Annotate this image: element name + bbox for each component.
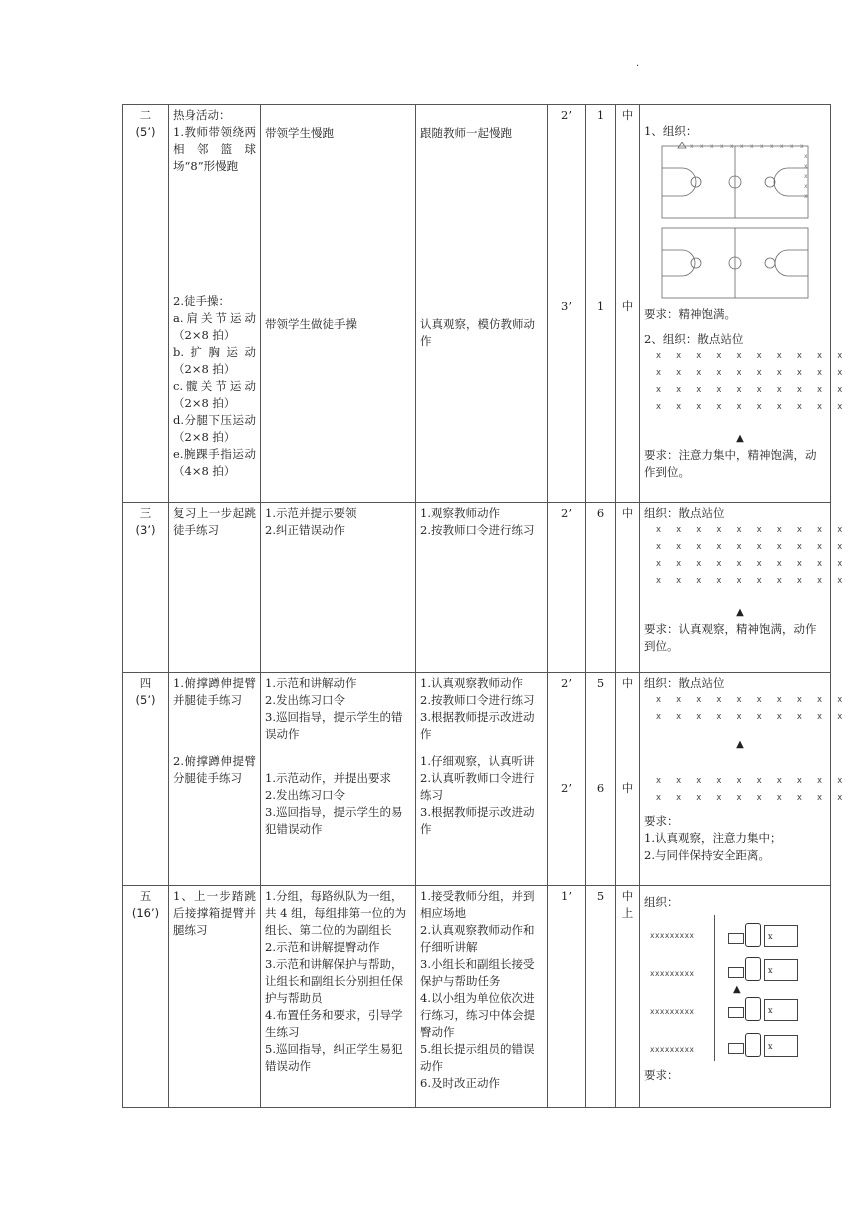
lane-students: xxxxxxxxx xyxy=(650,931,695,940)
svg-text:x: x xyxy=(804,153,808,160)
vault-box-icon xyxy=(745,923,761,947)
content-cell xyxy=(169,503,261,673)
section-label: 四 xyxy=(139,676,152,690)
count: 6 xyxy=(596,781,605,795)
teacher-activity: 1.示范并提示要领 xyxy=(265,506,357,520)
lane-students: xxxxxxxxx xyxy=(650,1007,695,1016)
student-activity: 3.小组长和副组长接受保护与帮助任务 xyxy=(420,957,535,988)
svg-text:x: x xyxy=(780,143,784,150)
section-label: 二 xyxy=(139,108,152,122)
teacher-activity: 1.示范和讲解动作 xyxy=(265,676,357,690)
student-activity: 2.按教师口令进行练习 xyxy=(420,523,535,537)
lane-students: xxxxxxxxx xyxy=(650,969,695,978)
svg-text:x: x xyxy=(710,143,714,150)
content-line: c.髋关节运动（2×8 拍） xyxy=(173,379,256,410)
teacher-activity: 2.发出练习口令 xyxy=(265,788,345,802)
grid-row: x x x x x x x x x x xyxy=(656,402,849,412)
teacher-cell xyxy=(261,105,416,503)
content-line: d.分腿下压运动（2×8 拍） xyxy=(173,413,256,444)
section-row-5 xyxy=(123,886,831,1108)
section-label: 五 xyxy=(139,889,152,903)
svg-text:x: x xyxy=(790,143,794,150)
springboard-icon xyxy=(728,933,744,944)
intensity-cell xyxy=(616,503,640,673)
teacher-triangle-icon: ▲ xyxy=(733,984,741,995)
student-cell xyxy=(416,503,548,673)
student-activity: 4.以小组为单位依次进行练习，练习中体会提臀动作 xyxy=(420,991,535,1039)
svg-text:x: x xyxy=(700,143,704,150)
grid-row: x x x x x x x x x x xyxy=(656,793,849,803)
intensity-cell xyxy=(616,673,640,886)
intensity: 中 xyxy=(621,299,634,313)
svg-text:x: x xyxy=(804,183,808,190)
svg-text:x: x xyxy=(804,193,808,200)
count: 5 xyxy=(596,889,605,903)
org-requirement: 要求：认真观察，精神饱满，动作到位。 xyxy=(644,622,817,653)
duration-cell xyxy=(548,886,586,1108)
svg-text:x: x xyxy=(690,143,694,150)
count: 5 xyxy=(596,676,605,690)
svg-text:x: x xyxy=(800,143,804,150)
count: 1 xyxy=(596,108,605,122)
organization-cell xyxy=(640,673,849,886)
teacher-activity: 2.发出练习口令 xyxy=(265,693,345,707)
grid-row: x x x x x x x x x x xyxy=(656,559,849,569)
teacher-activity: 带领学生做徒手操 xyxy=(265,317,357,331)
teacher-triangle-icon: ▲ xyxy=(736,739,744,750)
teacher-cell xyxy=(261,886,416,1108)
teacher-cell xyxy=(261,503,416,673)
duration: 2’ xyxy=(561,781,572,795)
org-requirement: 1.认真观察，注意力集中； xyxy=(644,831,782,845)
duration: 2’ xyxy=(561,506,572,520)
landing-mat: x xyxy=(764,1035,798,1057)
student-activity: 1.认真观察教师动作 xyxy=(420,676,523,690)
count-cell xyxy=(586,673,616,886)
svg-text:x: x xyxy=(740,143,744,150)
vault-box-icon xyxy=(745,1033,761,1057)
student-activity: 1.接受教师分组，并到相应场地 xyxy=(420,889,535,920)
springboard-icon xyxy=(728,967,744,978)
teacher-activity: 2.示范和讲解提臀动作 xyxy=(265,940,380,954)
count-cell xyxy=(586,105,616,503)
duration: 2’ xyxy=(561,676,572,690)
svg-text:x: x xyxy=(804,163,808,170)
org-title: 组织：散点站位 xyxy=(644,676,725,690)
teacher-cell xyxy=(261,673,416,886)
header-mark: . xyxy=(636,58,640,69)
student-activity: 3.根据教师提示改进动作 xyxy=(420,805,535,836)
organization-cell xyxy=(640,886,831,1108)
teacher-triangle-icon: ▲ xyxy=(736,607,744,618)
lane xyxy=(644,995,834,1023)
section-time: (5’) xyxy=(135,125,156,139)
teacher-activity: 4.布置任务和要求，引导学生练习 xyxy=(265,1008,403,1039)
student-activity: 6.及时改正动作 xyxy=(420,1076,500,1090)
duration-cell xyxy=(548,503,586,673)
duration: 1’ xyxy=(561,889,572,903)
org-requirement: 要求：精神饱满。 xyxy=(644,307,736,321)
content-line: e.腕踝手指运动（4×8 拍） xyxy=(173,447,256,478)
duration-cell xyxy=(548,673,586,886)
students-grid xyxy=(644,773,849,807)
lesson-plan-table xyxy=(122,104,849,1108)
content-line: b.扩胸运动（2×8 拍） xyxy=(173,345,256,376)
student-cell xyxy=(416,673,548,886)
springboard-icon xyxy=(728,1043,744,1054)
teacher-activity: 3.巡回指导，提示学生的错误动作 xyxy=(265,710,403,741)
intensity: 中 xyxy=(621,781,634,795)
svg-text:x: x xyxy=(760,143,764,150)
grid-row: x x x x x x x x x x xyxy=(656,576,849,586)
content-line: 2.徒手操： xyxy=(173,294,230,308)
section-row-4 xyxy=(123,673,831,886)
content-cell xyxy=(169,886,261,1108)
intensity: 中 xyxy=(621,506,634,520)
section-cell xyxy=(123,503,169,673)
lane xyxy=(644,921,834,949)
student-activity: 2.按教师口令进行练习 xyxy=(420,693,535,707)
intensity: 中上 xyxy=(621,889,634,920)
org-requirement-title: 要求： xyxy=(644,814,679,828)
content-line: 热身活动： xyxy=(173,108,231,122)
content-line: 复习上一步起跳徒手练习 xyxy=(173,506,256,537)
vault-lanes-diagram xyxy=(644,911,826,1061)
student-activity: 1.观察教师动作 xyxy=(420,506,500,520)
org-title: 组织：散点站位 xyxy=(644,506,725,520)
teacher-triangle-icon: ▲ xyxy=(736,433,744,444)
svg-text:x: x xyxy=(730,143,734,150)
teacher-activity: 带领学生慢跑 xyxy=(265,126,334,140)
svg-text:x: x xyxy=(770,143,774,150)
springboard-icon xyxy=(728,1007,744,1018)
teacher-activity: 5.巡回指导，纠正学生易犯错误动作 xyxy=(265,1042,403,1073)
student-activity: 2.认真听教师口令进行练习 xyxy=(420,771,535,802)
org-title: 1、组织： xyxy=(644,124,698,138)
grid-row: x x x x x x x x x x xyxy=(656,712,849,722)
student-activity: 认真观察，模仿教师动作 xyxy=(420,317,535,348)
student-cell xyxy=(416,105,548,503)
vault-box-icon xyxy=(745,997,761,1021)
org-requirement: 要求： xyxy=(644,1068,679,1082)
count-cell xyxy=(586,503,616,673)
organization-cell xyxy=(640,105,849,503)
org-requirement: 要求：注意力集中，精神饱满，动作到位。 xyxy=(644,448,817,479)
section-label: 三 xyxy=(139,506,152,520)
grid-row: x x x x x x x x x x xyxy=(656,385,849,395)
student-activity: 1.仔细观察，认真听讲 xyxy=(420,754,535,768)
students-grid xyxy=(644,348,849,416)
duration-cell xyxy=(548,105,586,503)
students-grid xyxy=(644,522,849,590)
grid-row: x x x x x x x x x x xyxy=(656,368,849,378)
grid-row: x x x x x x x x x x xyxy=(656,525,849,535)
content-line: a.肩关节运动（2×8 拍） xyxy=(173,311,256,342)
section-cell xyxy=(123,673,169,886)
grid-row: x x x x x x x x x x xyxy=(656,695,849,705)
intensity-cell xyxy=(616,886,640,1108)
lane xyxy=(644,955,834,983)
student-activity: 3.根据教师提示改进动作 xyxy=(420,710,535,741)
teacher-activity: 1.示范动作，并提出要求 xyxy=(265,771,391,785)
lane-students: xxxxxxxxx xyxy=(650,1045,695,1054)
intensity: 中 xyxy=(621,676,634,690)
svg-text:x: x xyxy=(750,143,754,150)
vault-box-icon xyxy=(745,957,761,981)
section-cell xyxy=(123,105,169,503)
content-line: 1.教师带领绕两相邻篮球场“8”形慢跑 xyxy=(173,125,256,173)
org-requirement: 2.与同伴保持安全距离。 xyxy=(644,848,770,862)
student-activity: 5.组长提示组员的错误动作 xyxy=(420,1042,535,1073)
content-line: 1.俯撑蹲伸提臂并腿徒手练习 xyxy=(173,676,256,707)
intensity: 中 xyxy=(621,108,634,122)
org-title: 2、组织：散点站位 xyxy=(644,332,744,346)
landing-mat: x xyxy=(764,925,798,947)
organization-cell xyxy=(640,503,849,673)
section-row-3 xyxy=(123,503,831,673)
grid-row: x x x x x x x x x x xyxy=(656,776,849,786)
triangle-icon xyxy=(678,142,686,148)
section-row-2 xyxy=(123,105,831,503)
section-time: (5’) xyxy=(135,693,156,707)
svg-text:x: x xyxy=(804,173,808,180)
org-title: 组织： xyxy=(644,895,679,909)
basketball-courts-diagram xyxy=(656,142,810,302)
count-cell xyxy=(586,886,616,1108)
count: 6 xyxy=(596,506,605,520)
student-cell xyxy=(416,886,548,1108)
teacher-activity: 1.分组，每路纵队为一组，共 4 组，每组排第一位的为组长、第二位的为副组长 xyxy=(265,889,407,937)
section-time: (3’) xyxy=(135,523,156,537)
section-time: (16’) xyxy=(131,906,160,920)
content-line: 2.俯撑蹲伸提臂分腿徒手练习 xyxy=(173,754,256,785)
students-grid xyxy=(644,692,849,726)
grid-row: x x x x x x x x x x xyxy=(656,351,849,361)
content-cell xyxy=(169,105,261,503)
duration: 3’ xyxy=(561,299,572,313)
lane xyxy=(644,1031,834,1059)
landing-mat: x xyxy=(764,959,798,981)
student-activity: 2.认真观察教师动作和仔细听讲解 xyxy=(420,923,535,954)
content-line: 1、上一步踏跳后接撑箱提臂并腿练习 xyxy=(173,889,256,937)
teacher-activity: 3.巡回指导，提示学生的易犯错误动作 xyxy=(265,805,403,836)
count: 1 xyxy=(596,299,605,313)
teacher-activity: 3.示范和讲解保护与帮助，让组长和副组长分别担任保护与帮助员 xyxy=(265,957,403,1005)
svg-text:x: x xyxy=(720,143,724,150)
section-cell xyxy=(123,886,169,1108)
intensity-cell xyxy=(616,105,640,503)
landing-mat: x xyxy=(764,999,798,1021)
student-activity: 跟随教师一起慢跑 xyxy=(420,126,512,140)
content-cell xyxy=(169,673,261,886)
grid-row: x x x x x x x x x x xyxy=(656,542,849,552)
teacher-activity: 2.纠正错误动作 xyxy=(265,523,345,537)
duration: 2’ xyxy=(561,108,572,122)
